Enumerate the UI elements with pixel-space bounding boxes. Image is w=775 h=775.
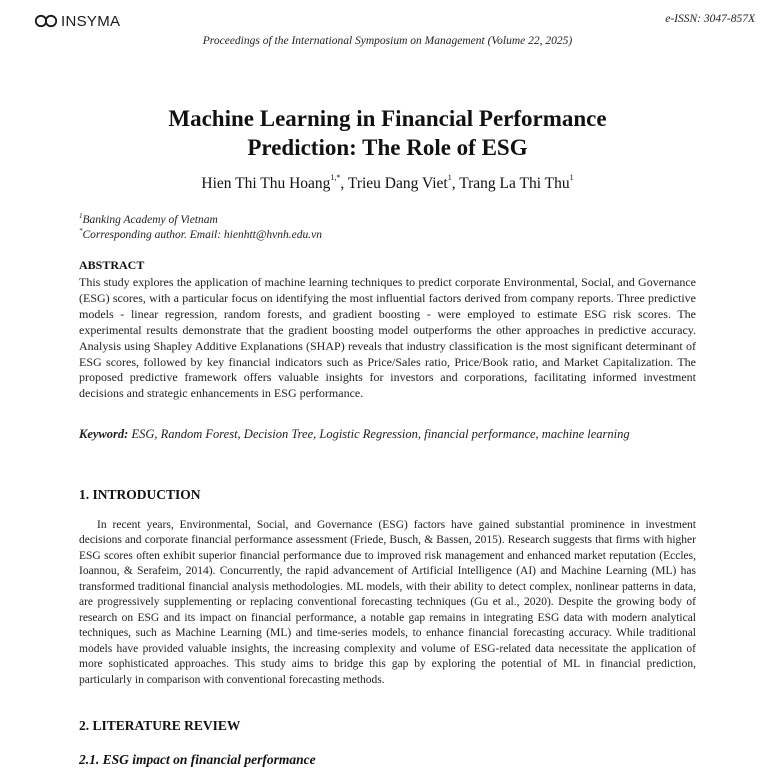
subsection-heading-esg-impact: 2.1. ESG impact on financial performance <box>79 752 316 767</box>
affiliation-line <box>79 212 218 226</box>
keywords-block <box>79 426 696 442</box>
issn-label: e-ISSN: 3047-857X <box>665 13 755 25</box>
affiliation-text: Banking Academy of Vietnam <box>82 214 218 226</box>
section-heading-literature-review: 2. LITERATURE REVIEW <box>79 718 241 733</box>
corresponding-author-line <box>79 227 322 241</box>
affiliation-mark: 1 <box>79 212 83 220</box>
abstract-body: This study explores the application of machine learning techniques to predict corporate Environmental, Social, and Governance (ESG) scores, with a particular focus on identifying the most influential factors derived from company reports. Three predictive models - linear regression, random forests, and gradient boosting - were employed to estimate ESG risk scores. The experimental results demonstrate that the gradient boosting model outperforms the other approaches in predictive accuracy. Analysis using Shapley Additive Explanations (SHAP) reveals that industry classification is the most significant determinant of ESG scores, followed by key financial indicators such as Price/Sales ratio, Price/Book ratio, and Market Capitalization. The proposed predictive framework offers valuable insights for investors and corporations, facilitating informed investment decisions and strategic enhancements in ESG performance. <box>79 275 696 401</box>
author-name: Trang La Thi Thu <box>459 175 570 192</box>
keywords-label: Keyword: <box>79 427 129 441</box>
section-heading-introduction: 1. INTRODUCTION <box>79 487 201 502</box>
title-line: Prediction: The Role of ESG <box>247 135 528 160</box>
logo-text: INSYMA <box>61 12 121 30</box>
corresponding-author-email[interactable]: Corresponding author. Email: hienhtt@hvnh.edu.vn <box>82 229 322 241</box>
insyma-logo <box>34 11 120 31</box>
author-separator: , <box>340 175 348 192</box>
author-affiliation-mark: 1,* <box>330 173 341 182</box>
author-affiliation-mark: 1 <box>447 173 452 182</box>
abstract-heading: ABSTRACT <box>79 258 145 272</box>
affiliation-mark: * <box>79 227 83 235</box>
logo-mark-icon <box>34 14 62 28</box>
author-list <box>0 173 775 193</box>
paper-title <box>0 104 775 162</box>
title-line: Machine Learning in Financial Performance <box>168 106 607 131</box>
author-name: Hien Thi Thu Hoang <box>201 175 331 192</box>
introduction-paragraph: In recent years, Environmental, Social, and Governance (ESG) factors have gained substantial prominence in investment decisions and corporate financial performance assessment (Friede, Busch, & Bassen, 2015). Research suggests that firms with higher ESG scores often exhibit superior financial performance due to improved risk management and enhanced market reputation (Eccles, Ioannou, & Serafeim, 2014). Concurrently, the rapid advancement of Artificial Intelligence (AI) and Machine Learning (ML) has transformed traditional financial analysis methodologies. ML models, with their ability to detect complex, nonlinear patterns in data, are progressively supplementing or replacing conventional forecasting techniques (Gu et al., 2020). Despite the growing body of research on ESG and its impact on financial performance, a notable gap remains in integrating ESG data with modern analytical techniques, such as Machine Learning (ML) and time-series models, to enhance financial forecasting accuracy. While traditional models have provided valuable insights, the increasing complexity and volume of ESG-related data necessitate the application of more sophisticated approaches. This study aims to bridge this gap by exploring the potential of ML in financial prediction, particularly in comparison with conventional forecasting methods. <box>79 519 696 686</box>
proceedings-line: Proceedings of the International Symposium on Management (Volume 22, 2025) <box>202 35 573 47</box>
author-separator: , <box>451 175 460 192</box>
author-name: Trieu Dang Viet <box>347 175 448 192</box>
keywords-text: ESG, Random Forest, Decision Tree, Logistic Regression, financial performance, machine learning <box>131 427 630 441</box>
author-affiliation-mark: 1 <box>569 173 574 182</box>
